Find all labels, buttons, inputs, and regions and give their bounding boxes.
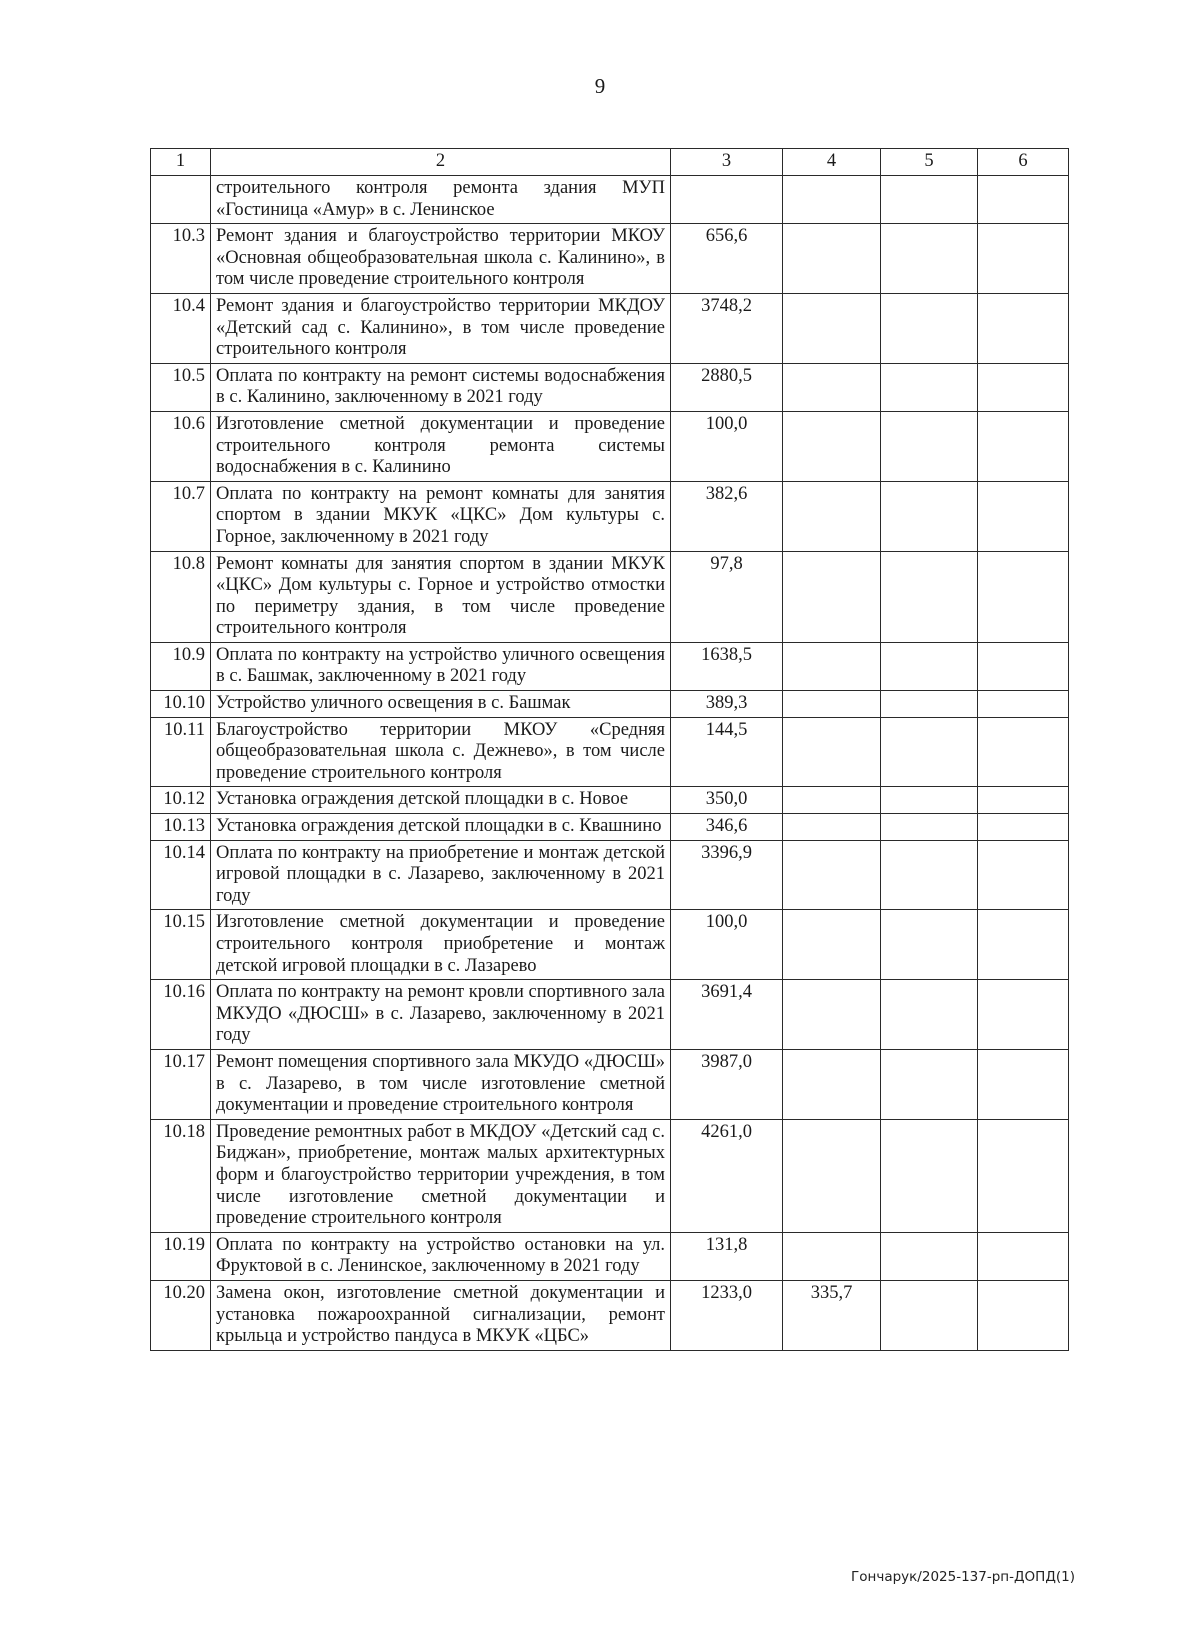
row-description-cell: Ремонт помещения спортивного зала МКУДО «ДЮСШ» в с. Лазарево, в том числе изготовление сметной документации и проведение строительного контроля	[211, 1049, 671, 1119]
row-number-cell: 10.17	[151, 1049, 211, 1119]
row-col4-value-cell	[783, 787, 881, 814]
row-col6-value-cell	[978, 481, 1069, 551]
row-col4-value-cell	[783, 551, 881, 642]
row-col6-value-cell	[978, 224, 1069, 294]
row-col4-value-cell	[783, 176, 881, 224]
row-description-cell: Изготовление сметной документации и проведение строительного контроля приобретение и монтаж детской игровой площадки в с. Лазарево	[211, 910, 671, 980]
row-number-cell: 10.19	[151, 1232, 211, 1280]
table-row	[151, 293, 1069, 363]
row-col4-value-cell	[783, 814, 881, 841]
table-row	[151, 1049, 1069, 1119]
page-number: 9	[594, 74, 606, 98]
row-description-cell: Оплата по контракту на приобретение и монтаж детской игровой площадки в с. Лазарево, заключенному в 2021 году	[211, 840, 671, 910]
header-cell-3: 3	[671, 149, 783, 176]
row-description-cell: Оплата по контракту на устройство уличного освещения в с. Башмак, заключенному в 2021 году	[211, 642, 671, 690]
row-col6-value-cell	[978, 1232, 1069, 1280]
header-cell-6: 6	[978, 149, 1069, 176]
table-row	[151, 910, 1069, 980]
row-col4-value-cell	[783, 980, 881, 1050]
row-number-cell: 10.5	[151, 363, 211, 411]
row-col6-value-cell	[978, 176, 1069, 224]
row-description-cell: строительного контроля ремонта здания МУП «Гостиница «Амур» в с. Ленинское	[211, 176, 671, 224]
row-col6-value-cell	[978, 980, 1069, 1050]
row-col5-value-cell	[881, 814, 978, 841]
row-number-cell: 10.14	[151, 840, 211, 910]
row-description-cell: Оплата по контракту на ремонт системы водоснабжения в с. Калинино, заключенному в 2021 году	[211, 363, 671, 411]
header-cell-5: 5	[881, 149, 978, 176]
row-col3-value-cell: 389,3	[671, 691, 783, 718]
row-col4-value-cell	[783, 642, 881, 690]
row-description-cell: Устройство уличного освещения в с. Башмак	[211, 691, 671, 718]
table-row	[151, 787, 1069, 814]
row-col5-value-cell	[881, 1280, 978, 1350]
row-number-cell: 10.7	[151, 481, 211, 551]
row-description-cell: Проведение ремонтных работ в МКДОУ «Детский сад с. Биджан», приобретение, монтаж малых архитектурных форм и благоустройство территории учреждения, в том числе изготовление сметной документации и проведение строительного контроля	[211, 1119, 671, 1232]
row-number-cell	[151, 176, 211, 224]
row-col5-value-cell	[881, 224, 978, 294]
row-col4-value-cell	[783, 1049, 881, 1119]
table-row	[151, 1232, 1069, 1280]
row-col6-value-cell	[978, 411, 1069, 481]
row-number-cell: 10.20	[151, 1280, 211, 1350]
row-col6-value-cell	[978, 1049, 1069, 1119]
row-col5-value-cell	[881, 1232, 978, 1280]
row-col3-value-cell: 3748,2	[671, 293, 783, 363]
row-col5-value-cell	[881, 481, 978, 551]
row-col6-value-cell	[978, 363, 1069, 411]
row-col3-value-cell: 4261,0	[671, 1119, 783, 1232]
row-col6-value-cell	[978, 691, 1069, 718]
row-col3-value-cell: 382,6	[671, 481, 783, 551]
row-description-cell: Благоустройство территории МКОУ «Средняя общеобразовательная школа с. Дежнево», в том числе проведение строительного контроля	[211, 717, 671, 787]
row-description-cell: Замена окон, изготовление сметной документации и установка пожароохранной сигнализации, ремонт крыльца и устройство пандуса в МКУК «ЦБС»	[211, 1280, 671, 1350]
row-col5-value-cell	[881, 176, 978, 224]
row-description-cell: Установка ограждения детской площадки в с. Квашнино	[211, 814, 671, 841]
table-row	[151, 481, 1069, 551]
row-col4-value-cell	[783, 363, 881, 411]
row-col4-value-cell	[783, 840, 881, 910]
row-description-cell: Оплата по контракту на ремонт комнаты для занятия спортом в здании МКУК «ЦКС» Дом культуры с. Горное, заключенному в 2021 году	[211, 481, 671, 551]
row-col6-value-cell	[978, 1280, 1069, 1350]
row-col5-value-cell	[881, 787, 978, 814]
row-col3-value-cell	[671, 176, 783, 224]
table-row	[151, 691, 1069, 718]
row-col6-value-cell	[978, 910, 1069, 980]
row-number-cell: 10.10	[151, 691, 211, 718]
table-header-row	[151, 149, 1069, 176]
row-col3-value-cell: 1233,0	[671, 1280, 783, 1350]
document-code: Гончарук/2025-137-рп-ДОПД(1)	[851, 1569, 1075, 1585]
row-description-cell: Ремонт комнаты для занятия спортом в здании МКУК «ЦКС» Дом культуры с. Горное и устройство отмостки по периметру здания, в том числе проведение строительного контроля	[211, 551, 671, 642]
row-col4-value-cell: 335,7	[783, 1280, 881, 1350]
row-col3-value-cell: 3396,9	[671, 840, 783, 910]
row-col3-value-cell: 131,8	[671, 1232, 783, 1280]
row-col4-value-cell	[783, 1119, 881, 1232]
row-col4-value-cell	[783, 481, 881, 551]
row-description-cell: Ремонт здания и благоустройство территории МКДОУ «Детский сад с. Калинино», в том числе проведение строительного контроля	[211, 293, 671, 363]
row-col4-value-cell	[783, 293, 881, 363]
row-number-cell: 10.18	[151, 1119, 211, 1232]
row-col6-value-cell	[978, 814, 1069, 841]
row-col5-value-cell	[881, 910, 978, 980]
row-col3-value-cell: 656,6	[671, 224, 783, 294]
row-col6-value-cell	[978, 717, 1069, 787]
row-col4-value-cell	[783, 1232, 881, 1280]
row-number-cell: 10.16	[151, 980, 211, 1050]
row-col3-value-cell: 3691,4	[671, 980, 783, 1050]
row-description-cell: Оплата по контракту на ремонт кровли спортивного зала МКУДО «ДЮСШ» в с. Лазарево, заключенному в 2021 году	[211, 980, 671, 1050]
table-row	[151, 980, 1069, 1050]
table-row	[151, 176, 1069, 224]
row-col5-value-cell	[881, 642, 978, 690]
row-col5-value-cell	[881, 980, 978, 1050]
row-col4-value-cell	[783, 224, 881, 294]
table-row	[151, 1119, 1069, 1232]
header-cell-4: 4	[783, 149, 881, 176]
row-col4-value-cell	[783, 910, 881, 980]
row-col4-value-cell	[783, 691, 881, 718]
row-number-cell: 10.6	[151, 411, 211, 481]
row-number-cell: 10.12	[151, 787, 211, 814]
row-col6-value-cell	[978, 787, 1069, 814]
row-number-cell: 10.11	[151, 717, 211, 787]
row-col3-value-cell: 350,0	[671, 787, 783, 814]
table-row	[151, 717, 1069, 787]
row-col6-value-cell	[978, 840, 1069, 910]
row-number-cell: 10.4	[151, 293, 211, 363]
table-row	[151, 642, 1069, 690]
row-col5-value-cell	[881, 1119, 978, 1232]
table-row	[151, 814, 1069, 841]
row-col4-value-cell	[783, 411, 881, 481]
table-row	[151, 551, 1069, 642]
row-col5-value-cell	[881, 363, 978, 411]
row-description-cell: Установка ограждения детской площадки в с. Новое	[211, 787, 671, 814]
row-number-cell: 10.8	[151, 551, 211, 642]
row-col3-value-cell: 97,8	[671, 551, 783, 642]
row-col3-value-cell: 100,0	[671, 910, 783, 980]
row-col3-value-cell: 1638,5	[671, 642, 783, 690]
table-row	[151, 840, 1069, 910]
table-row	[151, 363, 1069, 411]
table-row	[151, 411, 1069, 481]
row-col5-value-cell	[881, 691, 978, 718]
row-number-cell: 10.15	[151, 910, 211, 980]
row-description-cell: Оплата по контракту на устройство остановки на ул. Фруктовой в с. Ленинское, заключенному в 2021 году	[211, 1232, 671, 1280]
row-col4-value-cell	[783, 717, 881, 787]
row-description-cell: Ремонт здания и благоустройство территории МКОУ «Основная общеобразовательная школа с. Калинино», в том числе проведение строительного контроля	[211, 224, 671, 294]
row-col6-value-cell	[978, 293, 1069, 363]
row-col5-value-cell	[881, 717, 978, 787]
table-row	[151, 224, 1069, 294]
table-row	[151, 1280, 1069, 1350]
row-col5-value-cell	[881, 551, 978, 642]
header-cell-2: 2	[211, 149, 671, 176]
row-col6-value-cell	[978, 551, 1069, 642]
row-col5-value-cell	[881, 1049, 978, 1119]
row-col3-value-cell: 2880,5	[671, 363, 783, 411]
row-col5-value-cell	[881, 293, 978, 363]
row-col3-value-cell: 346,6	[671, 814, 783, 841]
row-col5-value-cell	[881, 411, 978, 481]
header-cell-1: 1	[151, 149, 211, 176]
row-description-cell: Изготовление сметной документации и проведение строительного контроля ремонта системы водоснабжения в с. Калинино	[211, 411, 671, 481]
row-col6-value-cell	[978, 1119, 1069, 1232]
row-col3-value-cell: 3987,0	[671, 1049, 783, 1119]
row-col5-value-cell	[881, 840, 978, 910]
row-col6-value-cell	[978, 642, 1069, 690]
row-col3-value-cell: 100,0	[671, 411, 783, 481]
row-number-cell: 10.13	[151, 814, 211, 841]
row-number-cell: 10.3	[151, 224, 211, 294]
row-col3-value-cell: 144,5	[671, 717, 783, 787]
row-number-cell: 10.9	[151, 642, 211, 690]
budget-table	[150, 148, 1069, 1351]
